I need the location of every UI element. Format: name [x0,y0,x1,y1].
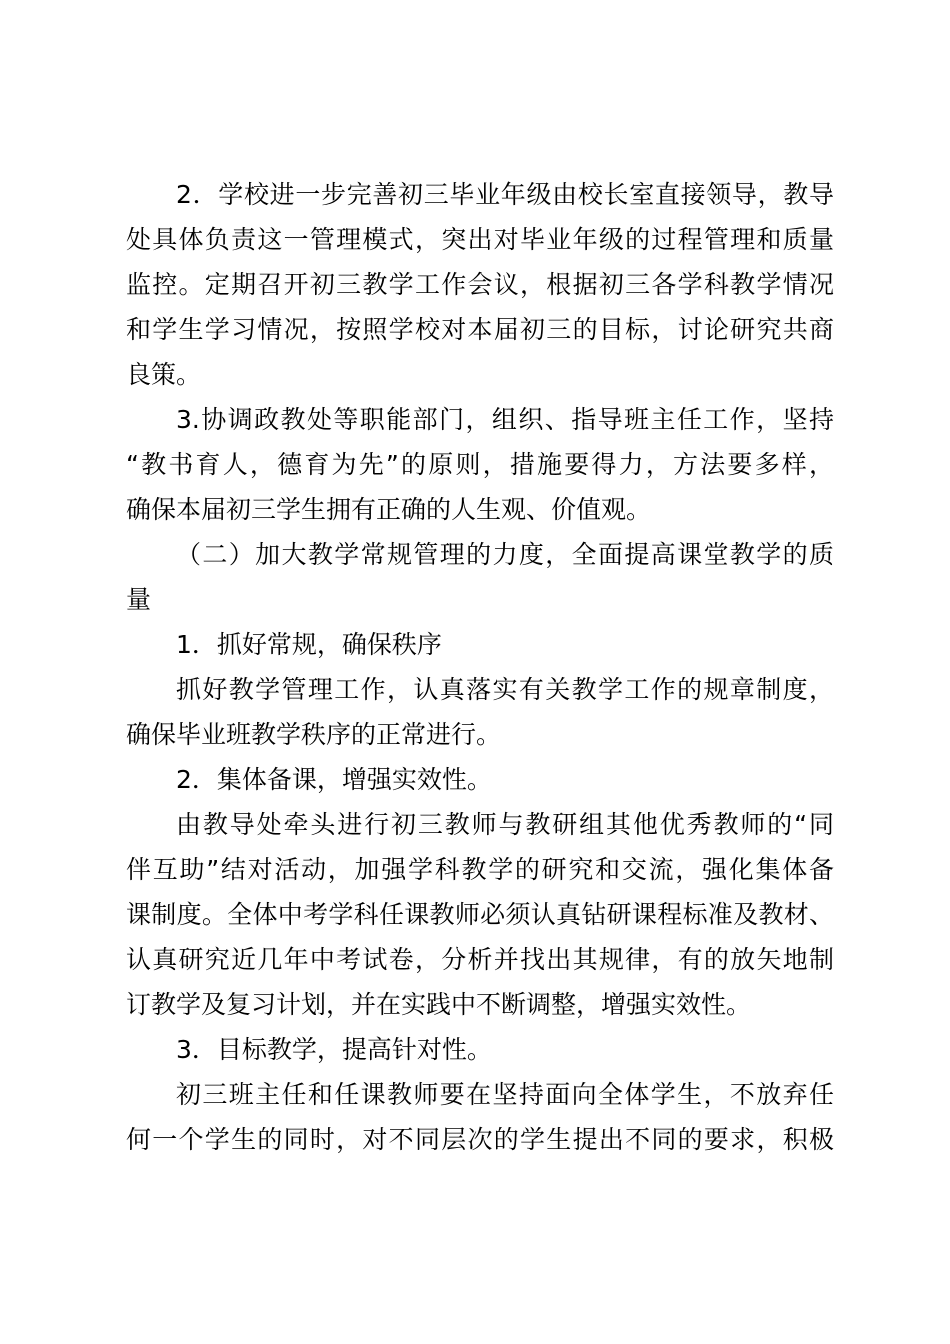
subheading-line: 3．目标教学，提高针对性。 [176,1035,492,1064]
paragraph-line: 处具体负责这一管理模式，突出对毕业年级的过程管理和质量 [126,225,834,254]
subheading-line: 1．抓好常规，确保秩序 [176,630,442,659]
paragraph-line: 确保本届初三学生拥有正确的人生观、价值观。 [126,495,652,524]
subheading-1 [126,622,834,667]
paragraph-item-2 [126,172,834,397]
paragraph-line: “教书育人，德育为先”的原则，措施要得力，方法要多样， [126,450,834,479]
subheading-3 [126,1027,834,1072]
paragraph-line: 课制度。全体中考学科任课教师必须认真钻研课程标准及教材、 [126,900,834,929]
paragraph-item-3 [126,397,834,532]
paragraph-line: 由教导处牵头进行初三教师与教研组其他优秀教师的“同 [176,810,834,839]
paragraph-line: 监控。定期召开初三教学工作会议，根据初三各学科教学情况 [126,270,834,299]
paragraph-lesson-prep [126,802,834,1027]
heading-line: （二）加大教学常规管理的力度，全面提高课堂教学的质 [176,540,834,569]
subheading-line: 2．集体备课，增强实效性。 [176,765,492,794]
heading-line: 量 [126,585,152,614]
paragraph-line: 3.协调政教处等职能部门，组织、指导班主任工作，坚持 [176,405,834,434]
paragraph-line: 认真研究近几年中考试卷，分析并找出其规律，有的放矢地制 [126,945,834,974]
paragraph-line: 何一个学生的同时，对不同层次的学生提出不同的要求，积极 [126,1125,834,1154]
paragraph-line: 伴互助”结对活动，加强学科教学的研究和交流，强化集体备 [126,855,834,884]
section-heading-2 [126,532,834,622]
paragraph-line: 和学生学习情况，按照学校对本届初三的目标，讨论研究共商 [126,315,834,344]
paragraph-line: 2．学校进一步完善初三毕业年级由校长室直接领导，教导 [176,180,834,209]
document-body [126,172,834,1162]
paragraph-target-teaching [126,1072,834,1162]
paragraph-line: 订教学及复习计划，并在实践中不断调整，增强实效性。 [126,990,752,1019]
paragraph-routine [126,667,834,757]
paragraph-line: 初三班主任和任课教师要在坚持面向全体学生，不放弃任 [176,1080,834,1109]
paragraph-line: 抓好教学管理工作，认真落实有关教学工作的规章制度， [176,675,834,704]
subheading-2 [126,757,834,802]
paragraph-line: 确保毕业班教学秩序的正常进行。 [126,720,502,749]
paragraph-line: 良策。 [126,360,202,389]
